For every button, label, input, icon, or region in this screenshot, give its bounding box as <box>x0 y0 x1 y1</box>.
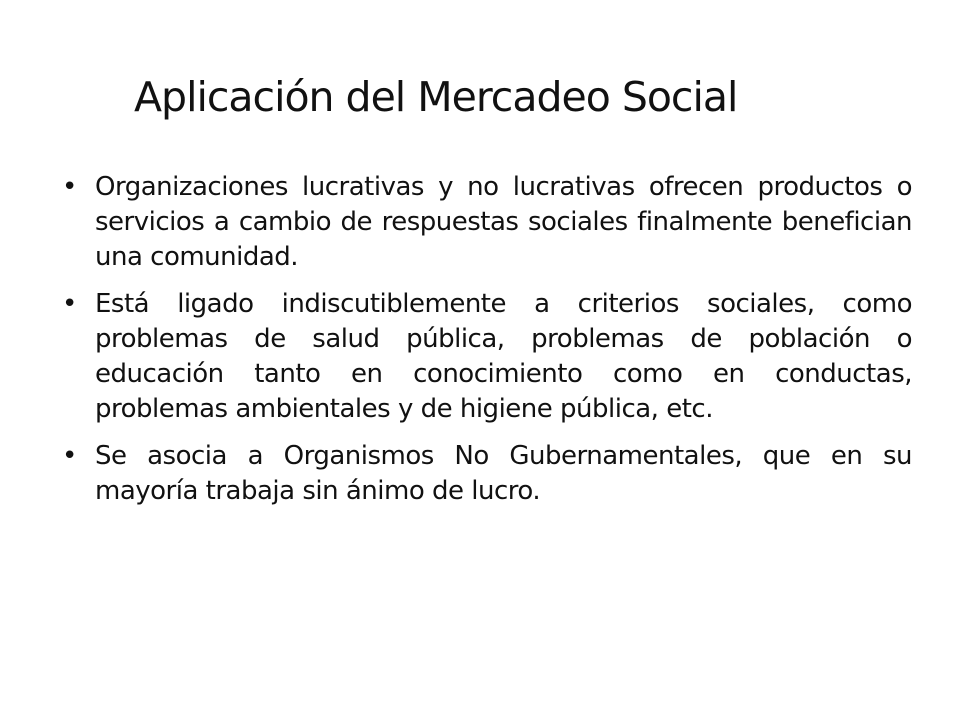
slide-title: Aplicación del Mercadeo Social <box>134 73 738 121</box>
bullet-text: Está ligado indiscutiblemente a criterios sociales, como problemas de salud pública, problemas de población o educación tanto en conocimiento como en conductas, problemas ambientales y de higiene pública, etc. <box>95 289 912 424</box>
bullet-text: Se asocia a Organismos No Gubernamentales, que en su mayoría trabaja sin ánimo de lucro. <box>95 441 912 506</box>
bullet-text: Organizaciones lucrativas y no lucrativas ofrecen productos o servicios a cambio de respuestas sociales finalmente benefician una comunidad. <box>95 172 912 272</box>
bullet-icon: • <box>62 289 77 319</box>
bullet-item <box>62 439 912 509</box>
bullet-icon: • <box>62 441 77 471</box>
bullet-item <box>62 287 912 427</box>
bullet-icon: • <box>62 172 77 202</box>
bullet-list <box>62 170 912 521</box>
bullet-item <box>62 170 912 275</box>
